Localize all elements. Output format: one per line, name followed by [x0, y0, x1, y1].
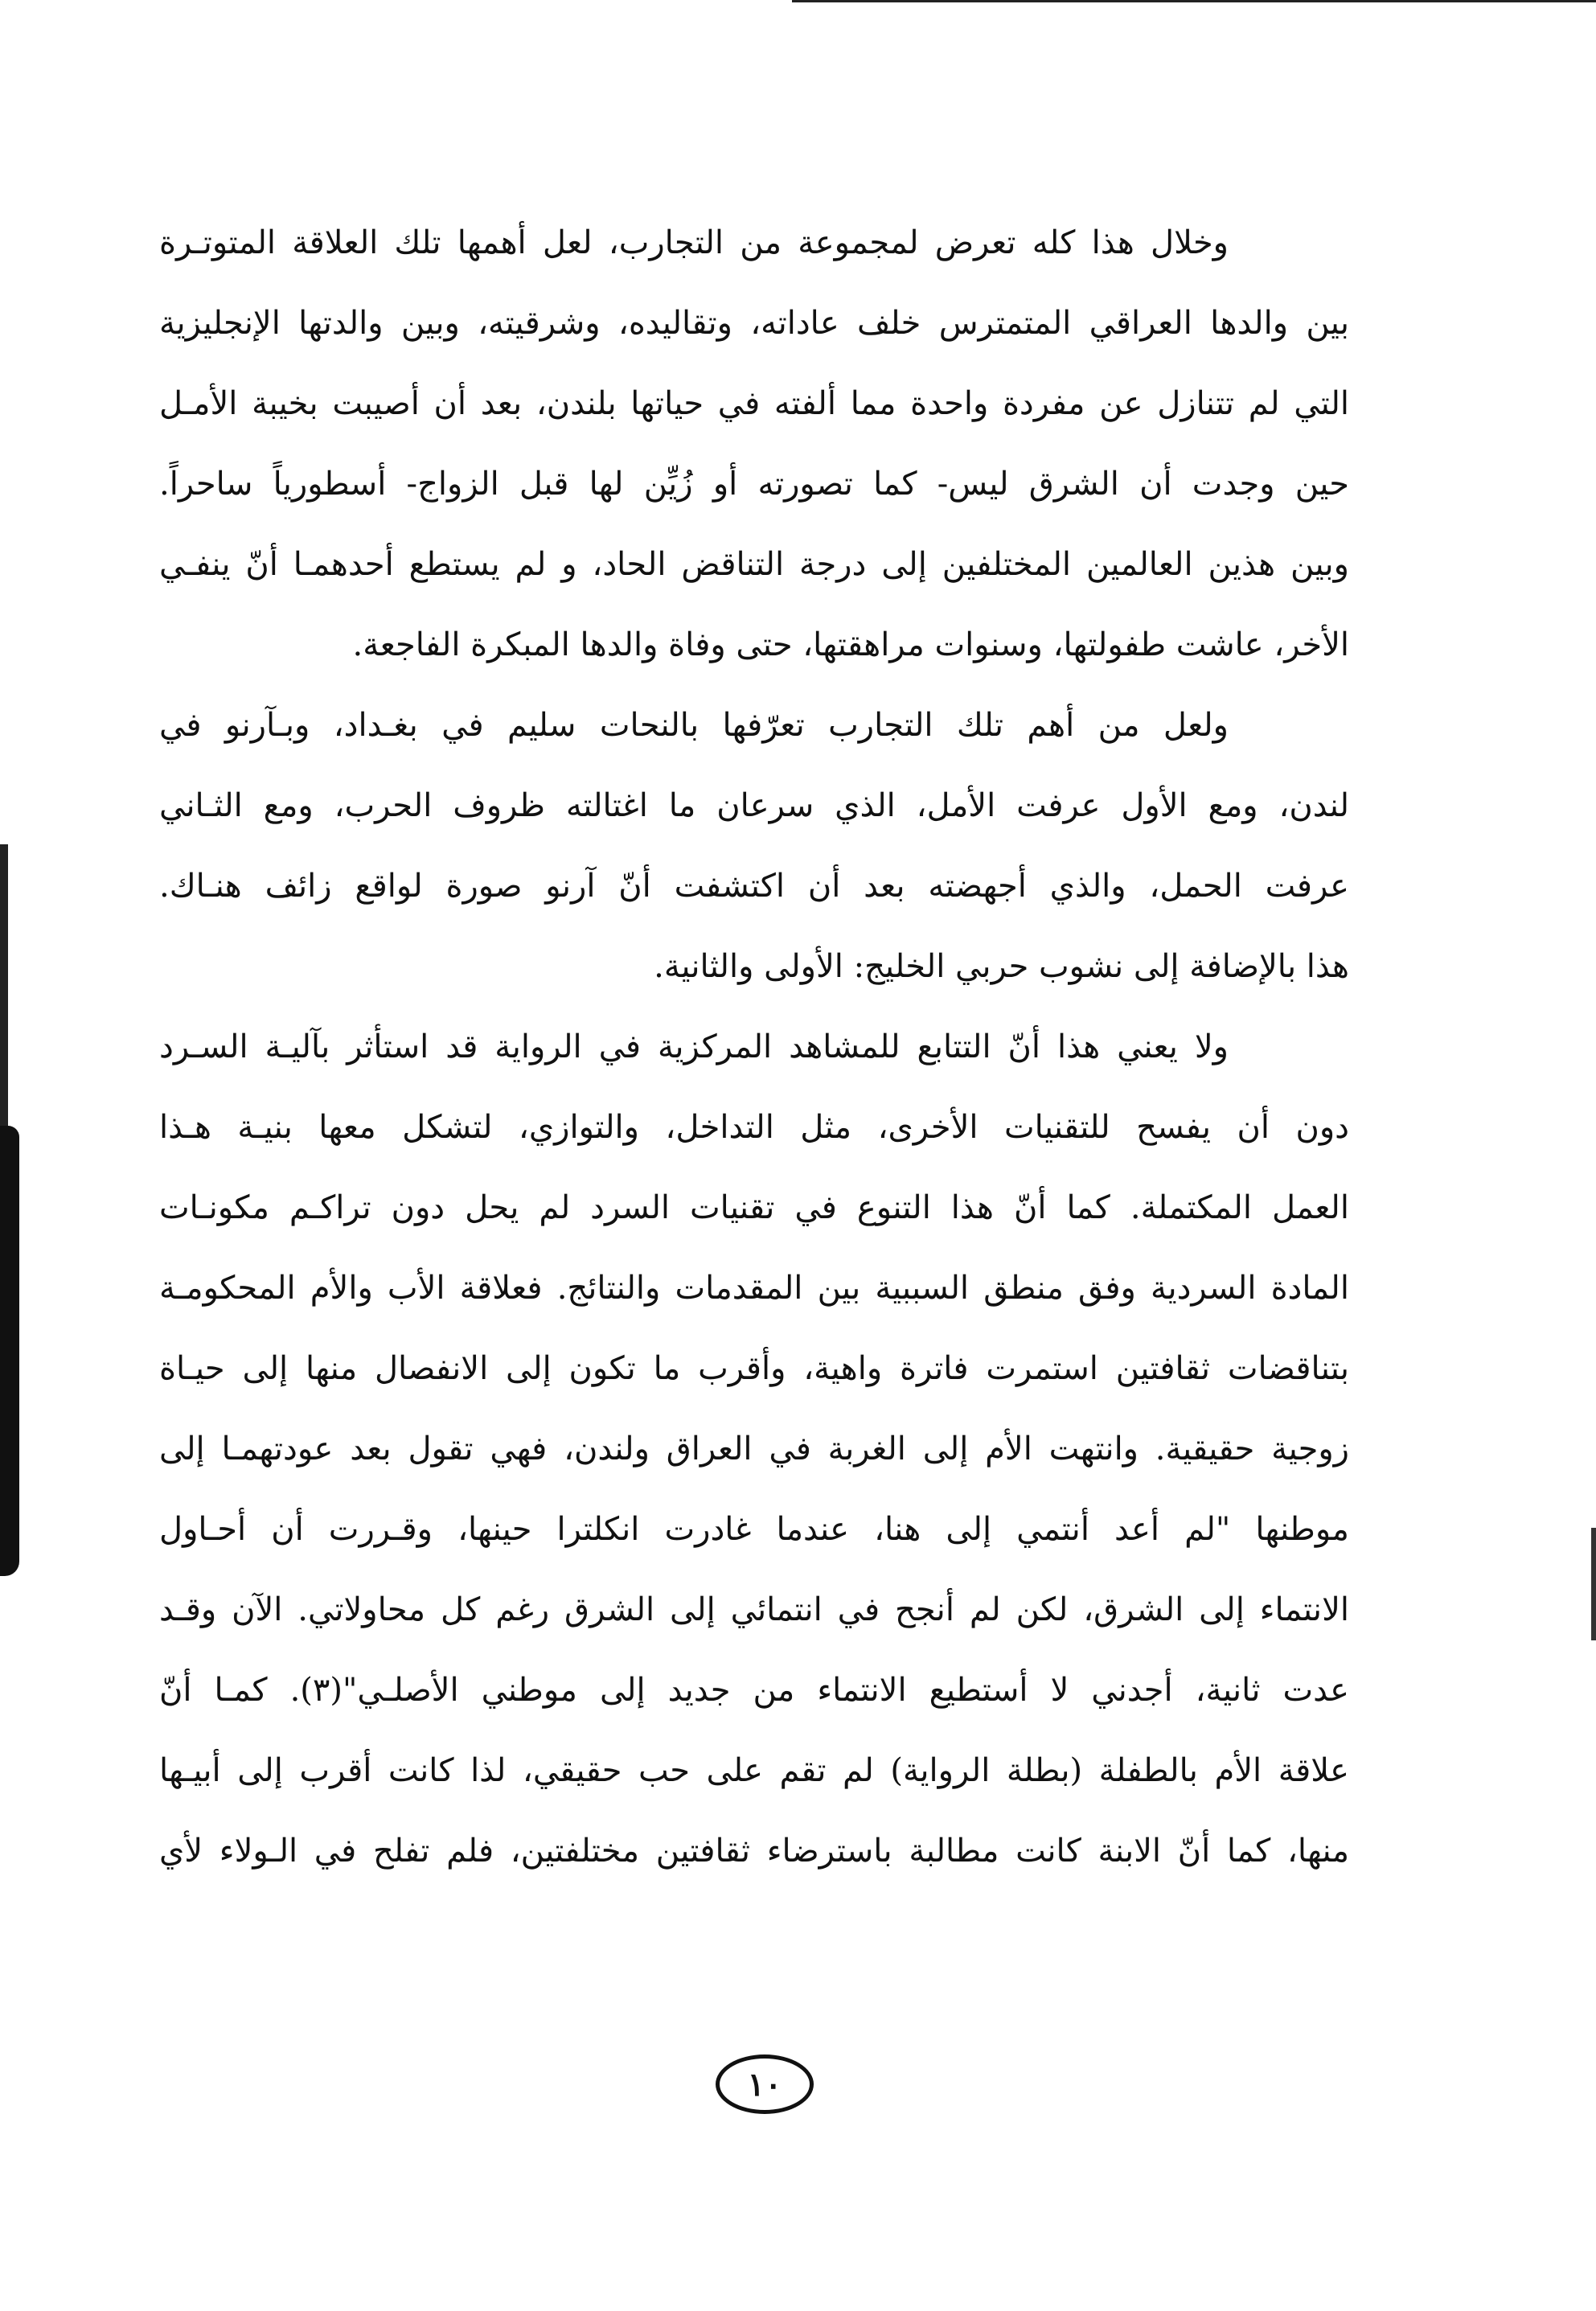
text-line: وبين هذين العالمين المختلفين إلى درجة التناقض الحاد، و لم يستطع أحدهمـا أنّ ينفـي [159, 546, 1349, 583]
text-line: عرفت الحمل، والذي أجهضته بعد أن اكتشفت أنّ آرنو صورة لواقع زائف هنـاك. [159, 868, 1349, 905]
body-text [159, 203, 1349, 1891]
scan-binding-edge [0, 1126, 19, 1576]
text-line: لندن، ومع الأول عرفت الأمل، الذي سرعان ما اغتالته ظروف الحرب، ومع الثـاني [159, 787, 1349, 824]
page-number: ١٠ [716, 2054, 814, 2114]
scan-edge-line [792, 0, 1596, 2]
text-line: بين والدها العراقي المتمترس خلف عاداته، وتقاليده، وشرقيته، وبين والدتها الإنجليزية [159, 305, 1349, 342]
text-line: بتناقضات ثقافتين استمرت فاترة واهية، وأقرب ما تكون إلى الانفصال منها إلى حيـاة [159, 1350, 1349, 1387]
text-line: الأخر، عاشت طفولتها، وسنوات مراهقتها، حتى وفاة والدها المبكرة الفاجعة. [352, 626, 1349, 663]
text-line: ولا يعني هذا أنّ التتابع للمشاهد المركزية في الرواية قد استأثر بآليـة السـرد [159, 1028, 1229, 1065]
scan-binding-shadow [0, 844, 8, 1134]
text-line: ولعل من أهم تلك التجارب تعرّفها بالنحات سليم في بغـداد، وبـآرنو في [159, 707, 1229, 744]
text-line: منها، كما أنّ الابنة كانت مطالبة باسترضاء ثقافتين مختلفتين، فلم تفلح في الـولاء لأي [159, 1833, 1349, 1870]
text-line: علاقة الأم بالطفلة (بطلة الرواية) لم تقم على حب حقيقي، لذا كانت أقرب إلى أبيـها [159, 1752, 1349, 1789]
scan-right-mark [1591, 1528, 1596, 1640]
text-line: دون أن يفسح للتقنيات الأخرى، مثل التداخل، والتوازي، لتشكل معها بنيـة هـذا [159, 1109, 1349, 1146]
text-line: المادة السردية وفق منطق السببية بين المقدمات والنتائج. فعلاقة الأب والأم المحكومـة [159, 1270, 1349, 1307]
text-line: التي لم تتنازل عن مفردة واحدة مما ألفته في حياتها بلندن، بعد أن أصيبت بخيبة الأمـل [159, 385, 1349, 422]
text-line: الانتماء إلى الشرق، لكن لم أنجح في انتمائي إلى الشرق رغم كل محاولاتي. الآن وقـد [159, 1591, 1349, 1628]
text-line: هذا بالإضافة إلى نشوب حربي الخليج: الأولى والثانية. [654, 948, 1349, 985]
text-line: زوجية حقيقية. وانتهت الأم إلى الغربة في العراق ولندن، فهي تقول بعد عودتهمـا إلى [159, 1431, 1349, 1467]
text-line: حين وجدت أن الشرق ليس- كما تصورته أو زُيِّن لها قبل الزواج- أسطورياً ساحراً. [159, 466, 1349, 503]
text-line: عدت ثانية، أجدني لا أستطيع الانتماء من جديد إلى موطني الأصلـي"(٣). كمـا أنّ [159, 1672, 1350, 1709]
text-line: العمل المكتملة. كما أنّ هذا التنوع في تقنيات السرد لم يحل دون تراكـم مكونـات [159, 1189, 1349, 1226]
text-line: موطنها "لم أعد أنتمي إلى هنا، عندما غادرت انكلترا حينها، وقـررت أن أحـاول [159, 1511, 1349, 1548]
text-line: وخلال هذا كله تعرض لمجموعة من التجارب، لعل أهمها تلك العلاقة المتوتـرة [159, 224, 1229, 261]
